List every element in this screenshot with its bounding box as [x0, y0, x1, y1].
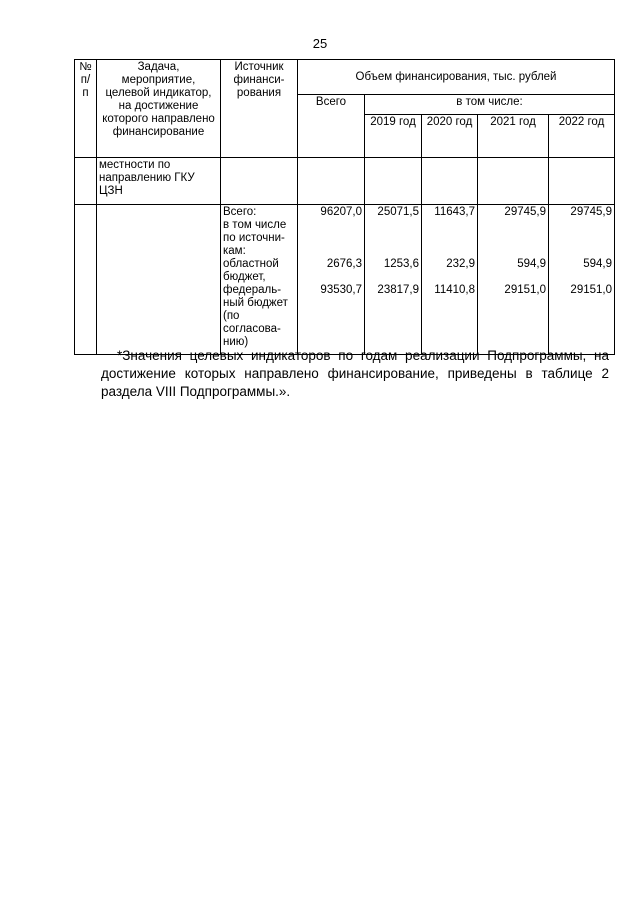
header-source-line: финанси-: [233, 74, 285, 86]
header-num-line: п: [82, 87, 89, 99]
header-num-line: №: [79, 61, 92, 73]
footnote-line: раздела VIII Подпрограммы.».: [101, 384, 291, 399]
task-line: ЦЗН: [99, 185, 123, 197]
value-regional: 1253,6: [383, 258, 419, 270]
cell-task-continuation: [97, 158, 221, 205]
header-source-line: рования: [236, 87, 282, 99]
cell-2019: [365, 205, 422, 355]
value-federal: 23817,9: [377, 284, 419, 296]
source-line: согласова-: [223, 323, 281, 335]
footnote: [101, 347, 609, 401]
value-all: 96207,0: [320, 206, 362, 218]
cell-source: [221, 205, 298, 355]
source-line: кам:: [223, 245, 246, 257]
value-all: 25071,5: [377, 206, 419, 218]
header-including: в том числе:: [365, 95, 615, 115]
header-num-line: п/: [80, 74, 91, 86]
header-year-2022: 2022 год: [549, 115, 615, 158]
value-federal: 29151,0: [504, 284, 546, 296]
header-task-line: финансирование: [112, 126, 205, 138]
source-line: бюджет,: [223, 271, 266, 283]
header-source: [221, 60, 298, 158]
financing-table: [74, 59, 615, 355]
source-line: в том числе: [223, 219, 287, 231]
header-num: [75, 60, 97, 158]
header-task-line: мероприятие,: [121, 74, 196, 86]
source-line: Всего:: [223, 206, 257, 218]
value-all: 29745,9: [504, 206, 546, 218]
cell-empty: [549, 158, 615, 205]
cell-empty: [97, 205, 221, 355]
source-line: (по: [223, 310, 240, 322]
cell-2020: [422, 205, 478, 355]
cell-empty: [75, 205, 97, 355]
source-line: ный бюджет: [223, 297, 288, 309]
cell-empty: [298, 158, 365, 205]
header-year-2020: 2020 год: [422, 115, 478, 158]
value-regional: 594,9: [583, 258, 612, 270]
value-federal: 11410,8: [434, 284, 475, 296]
footnote-line: достижение которых направлено финансирование, приведены в таблице 2: [101, 366, 609, 381]
cell-total: [298, 205, 365, 355]
source-line: областной: [223, 258, 279, 270]
value-all: 11643,7: [434, 206, 475, 218]
header-year-2019: 2019 год: [365, 115, 422, 158]
header-task-line: Задача,: [137, 61, 180, 73]
cell-empty: [478, 158, 549, 205]
page-number: 25: [312, 36, 328, 51]
header-task: [97, 60, 221, 158]
header-year-2021: 2021 год: [478, 115, 549, 158]
task-line: местности по: [99, 159, 171, 171]
header-total: Всего: [298, 95, 365, 158]
cell-empty: [422, 158, 478, 205]
value-regional: 2676,3: [326, 258, 362, 270]
value-federal: 29151,0: [570, 284, 612, 296]
cell-empty: [75, 158, 97, 205]
value-all: 29745,9: [570, 206, 612, 218]
value-regional: 594,9: [517, 258, 546, 270]
header-volume: Объем финансирования, тыс. рублей: [298, 60, 615, 95]
table-row: [75, 205, 615, 355]
header-task-line: которого направлено: [102, 113, 215, 125]
footnote-line: *Значения целевых индикаторов по годам реализации Подпрограммы, на: [117, 348, 609, 363]
header-source-line: Источник: [234, 61, 284, 73]
cell-empty: [365, 158, 422, 205]
value-regional: 232,9: [446, 258, 475, 270]
task-line: направлению ГКУ: [99, 172, 195, 184]
cell-2022: [549, 205, 615, 355]
table-row: [75, 158, 615, 205]
header-task-line: целевой индикатор,: [105, 87, 212, 99]
source-line: нию): [223, 336, 249, 348]
value-federal: 93530,7: [320, 284, 362, 296]
cell-2021: [478, 205, 549, 355]
source-line: по источни-: [223, 232, 285, 244]
cell-empty: [221, 158, 298, 205]
header-task-line: на достижение: [118, 100, 199, 112]
source-line: федераль-: [223, 284, 282, 296]
